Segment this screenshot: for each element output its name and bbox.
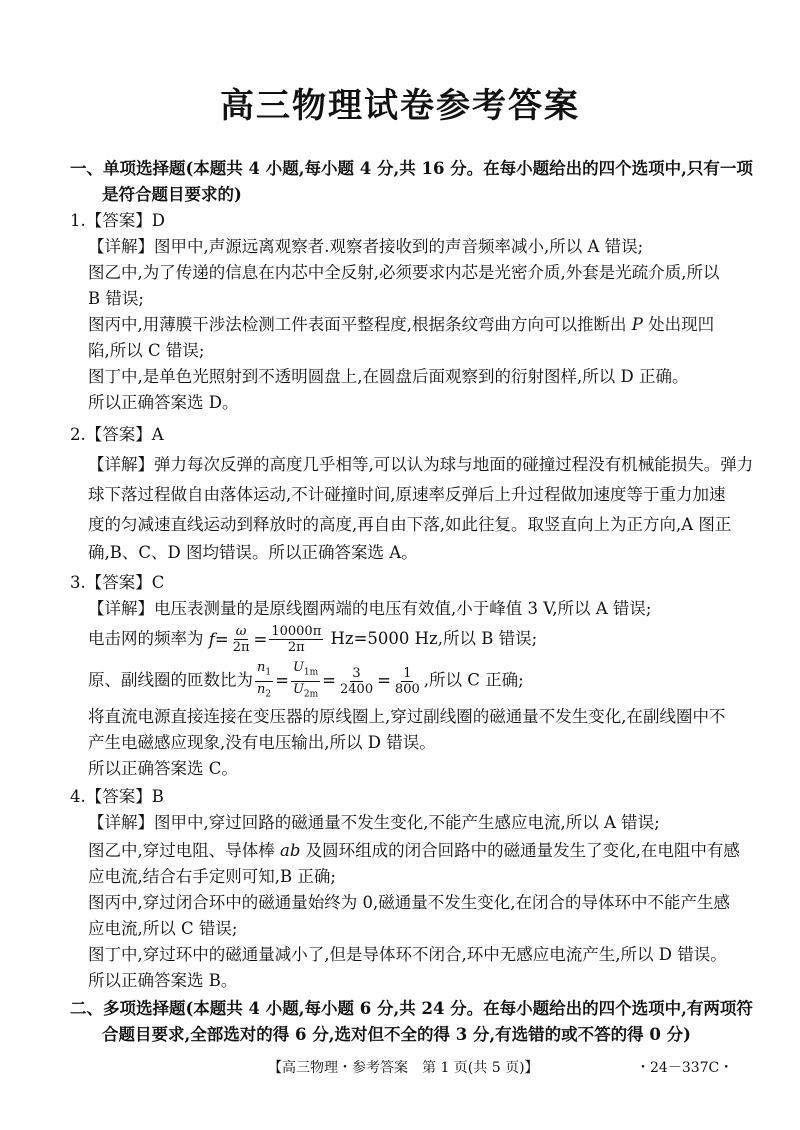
- section1-header-line2: 是符合题目要求的): [102, 185, 242, 204]
- q3-frequency-text: 电击网的频率为: [88, 629, 209, 648]
- q3-frequency-formula: [209, 623, 326, 657]
- equals-sign: =: [377, 671, 391, 691]
- fraction-n1-over-n2: $\frac{n_1}{n_2}$: [257, 660, 272, 700]
- q3-turns-result: ,所以 C 正确;: [423, 670, 524, 690]
- fraction-3-over-2400: $\frac{3}{2400}$: [340, 665, 374, 697]
- page-title: 高三物理试卷参考答案: [220, 86, 580, 126]
- q3-turns-text: 原、副线圈的匝数比为: [88, 670, 253, 690]
- q2-detail-line3: 度的匀减速直线运动到释放时的高度,再自由下落,如此往复。取竖直向上为正方向,A 图正: [88, 515, 732, 534]
- equals-sign: =: [214, 629, 229, 649]
- q3-turns-ratio-line: [88, 660, 524, 702]
- equals-sign: =: [253, 629, 268, 649]
- section2-header-line2: 合题目要求,全部选对的得 6 分,选对但不全的得 3 分,有选错的或不答的得 0 分): [102, 1025, 691, 1044]
- q1-conclusion: 所以正确答案选 D。: [88, 393, 239, 412]
- q3-frequency-line: [88, 622, 537, 657]
- q1-detail-line3: B 错误;: [88, 289, 144, 308]
- q3-conclusion: 所以正确答案选 C。: [88, 759, 238, 778]
- q3-detail-line4: 将直流电源直接连接在变压器的原线圈上,穿过副线圈的磁通量不发生变化,在副线圈中不: [88, 707, 726, 726]
- fraction-1-over-800: $\frac{1}{800}$: [394, 665, 420, 697]
- equals-sign: =: [275, 671, 289, 691]
- var-f: f: [208, 629, 215, 649]
- fraction-10000pi-over-2pi: $\frac{10000\pi}{2\pi}$: [271, 624, 322, 655]
- footer-doc-code: ・24－337C・: [636, 1060, 734, 1076]
- q4-answer: 4.【答案】B: [70, 787, 164, 806]
- q4-detail-line6: 图丁中,穿过环中的磁通量减小了,但是导体环不闭合,环中无感应电流产生,所以 D 错误。: [88, 945, 727, 964]
- q3-turns-formula: [253, 660, 424, 702]
- section1-header-line1: 一、单项选择题(本题共 4 小题,每小题 4 分,共 16 分。在每小题给出的四个选项中,只有一项: [70, 159, 753, 178]
- q1-detail-line5: 陷,所以 C 错误;: [88, 341, 205, 360]
- q1-line4-text-b: 处出现凹: [642, 315, 715, 334]
- q1-detail-line6: 图丁中,是单色光照射到不透明圆盘上,在圆盘后面观察到的衍射图样,所以 D 正确。: [88, 367, 689, 386]
- q1-detail-line1: 【详解】图甲中,声源远离观察者.观察者接收到的声音频率减小,所以 A 错误;: [88, 237, 644, 256]
- fraction-u1m-over-u2m: $\frac{U_{1m}}{U_{2m}}$: [292, 660, 319, 700]
- fraction-omega-over-2pi: $\frac{\omega}{2\pi}$: [232, 624, 250, 655]
- q2-answer: 2.【答案】A: [70, 425, 164, 444]
- q2-detail-line2: 球下落过程做自由落体运动,不计碰撞时间,原速率反弹后上升过程做加速度等于重力加速: [88, 485, 726, 504]
- q3-frequency-result: Hz=5000 Hz,所以 B 错误;: [325, 629, 538, 648]
- q1-detail-line2: 图乙中,为了传递的信息在内芯中全反射,必须要求内芯是光密介质,外套是光疏介质,所以: [88, 263, 720, 282]
- q4-detail-line5: 应电流,所以 C 错误;: [88, 919, 238, 938]
- q4-detail-line1: 【详解】图甲中,穿过回路的磁通量不发生变化,不能产生感应电流,所以 A 错误;: [88, 813, 660, 832]
- q1-detail-line4: [88, 312, 714, 338]
- q3-detail-line1: 【详解】电压表测量的是原线圈两端的电压有效值,小于峰值 3 V,所以 A 错误;: [88, 599, 652, 618]
- q1-point-p: P: [631, 315, 643, 334]
- equals-sign: =: [322, 671, 336, 691]
- q3-answer: 3.【答案】C: [70, 573, 165, 592]
- section2-header-line1: 二、多项选择题(本题共 4 小题,每小题 6 分,共 24 分。在每小题给出的四个选项中,有两项符: [70, 999, 753, 1018]
- q4-conductor-ab: ab: [280, 841, 301, 860]
- q2-detail-line1: 【详解】弹力每次反弹的高度几乎相等,可以认为球与地面的碰撞过程没有机械能损失。弹力: [88, 455, 754, 474]
- q1-line4-text-a: 图丙中,用薄膜干涉法检测工件表面平整程度,根据条纹弯曲方向可以推断出: [88, 315, 632, 334]
- q4-detail-line3: 应电流,结合右手定则可知,B 正确;: [88, 867, 336, 886]
- footer-page-info: 【高三物理・参考答案 第 1 页(共 5 页)】: [268, 1060, 539, 1076]
- q1-answer: 1.【答案】D: [70, 211, 165, 230]
- q4-conclusion: 所以正确答案选 B。: [88, 971, 238, 990]
- q4-detail-line2: 图乙中,穿过电阻、导体棒 ab 及圆环组成的闭合回路中的磁通量发生了变化,在电阻中有感: [88, 841, 740, 860]
- q3-detail-line5: 产生电磁感应现象,没有电压输出,所以 D 错误。: [88, 733, 436, 752]
- q4-detail-line4: 图丙中,穿过闭合环中的磁通量始终为 0,磁通量不发生变化,在闭合的导体环中不能产生感: [88, 893, 730, 912]
- q2-detail-line4: 确,B、C、D 图均错误。所以正确答案选 A。: [88, 543, 418, 562]
